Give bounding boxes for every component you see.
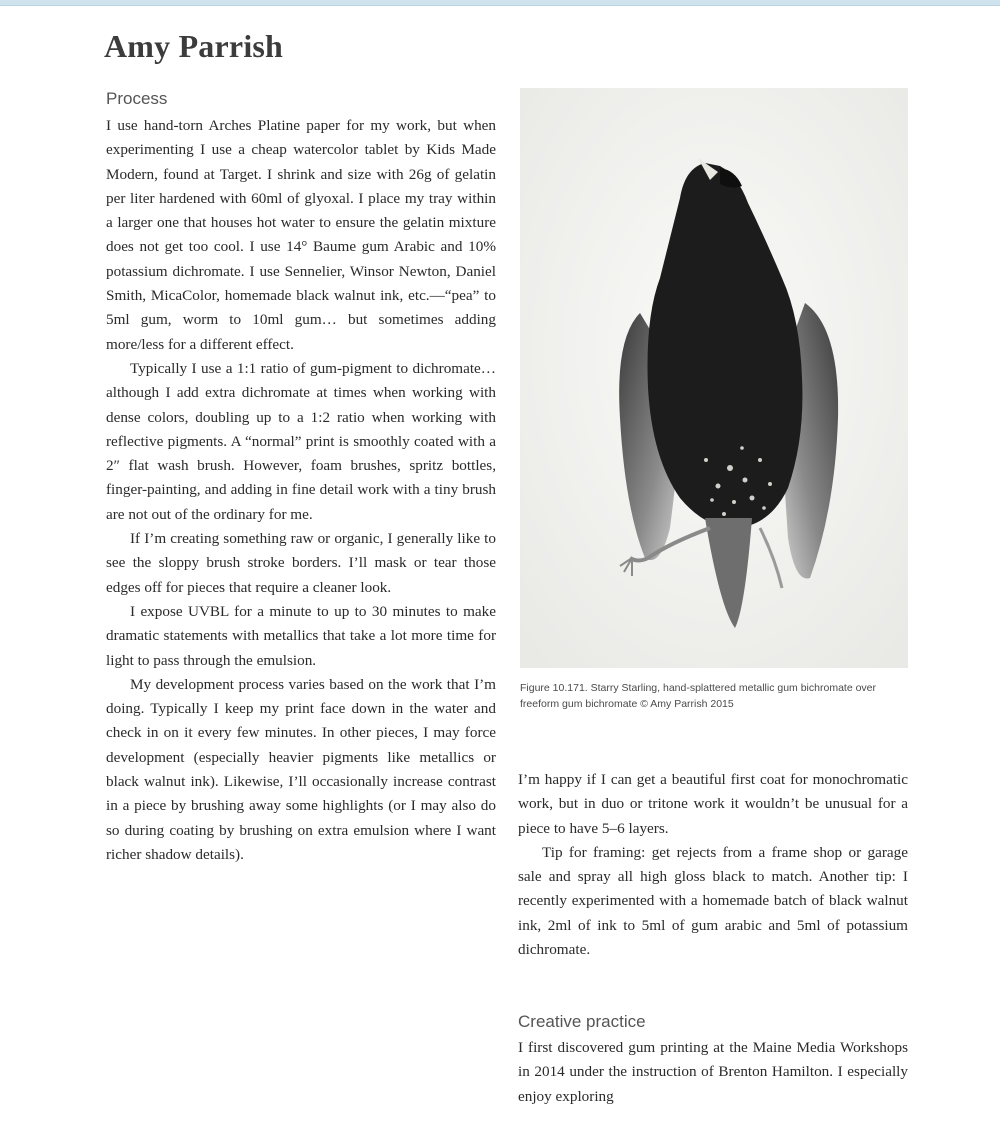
process-paragraph: I’m happy if I can get a beautiful first coat for monochromatic work, but in duo or tritone work it wouldn’t be unusual for a piece to have 5–6 layers. [518, 771, 908, 837]
creative-practice-text [518, 1036, 908, 1109]
figure-caption: Figure 10.171. Starry Starling, hand-splattered metallic gum bichromate over freeform gum bichromate © Amy Parrish 2015 [520, 682, 877, 710]
starling-photograph [520, 88, 908, 668]
creative-paragraph: I first discovered gum printing at the Maine Media Workshops in 2014 under the instruction of Brenton Hamilton. I especially enjoy exploring [518, 1039, 908, 1105]
process-paragraph: I expose UVBL for a minute to up to 30 minutes to make dramatic statements with metallics that take a lot more time for light to pass through the emulsion. [106, 602, 496, 669]
left-column [106, 114, 496, 867]
process-paragraph: My development process varies based on the work that I’m doing. Typically I keep my print face down in the water and check in on it every few minutes. In other pieces, I may force development (especially heavier pigments like metallics or black walnut ink). Likewise, I’ll occasionally increase contrast in a piece by brushing away some highlights (or I may also do so during coating by brushing on extra emulsion where I want richer shadow details). [106, 675, 496, 863]
starling-illustration [520, 88, 908, 668]
process-heading: Process [106, 89, 168, 108]
page-title: Amy Parrish [104, 28, 284, 64]
process-paragraph: I use hand-torn Arches Platine paper for my work, but when experimenting I use a cheap watercolor tablet by Kids Made Modern, found at Target. I shrink and size with 26g of gelatin per liter hardened with 60ml of glyoxal. I place my tray within a larger one that houses hot water to ensure the gelatin mixture does not get too cool. I use 14° Baume gum Arabic and 10% potassium dichromate. I use Sennelier, Winsor Newton, Daniel Smith, MicaColor, homemade black walnut ink, etc.—“pea” to 5ml gum, worm to 10ml gum… but sometimes adding more/less for a different effect. [106, 117, 496, 353]
creative-practice-heading: Creative practice [518, 1012, 646, 1031]
top-border [0, 0, 1000, 6]
process-paragraph: Tip for framing: get rejects from a frame shop or garage sale and spray all high gloss black to match. Another tip: I recently experimented with a homemade batch of black walnut ink, 2ml of ink to 5ml of gum arabic and 5ml of potassium dichromate. [518, 843, 908, 959]
right-column [518, 768, 908, 962]
process-paragraph: If I’m creating something raw or organic, I generally like to see the sloppy brush stroke borders. I’ll mask or tear those edges off for pieces that require a cleaner look. [106, 530, 496, 596]
process-paragraph: Typically I use a 1:1 ratio of gum-pigment to dichromate…although I add extra dichromate at times when working with dense colors, doubling up to a 1:2 ratio when working with reflective pigments. A “normal” print is smoothly coated with a 2″ flat wash brush. However, foam brushes, spritz bottles, finger-painting, and adding in fine detail work with a tiny brush are not out of the ordinary for me. [106, 359, 496, 523]
